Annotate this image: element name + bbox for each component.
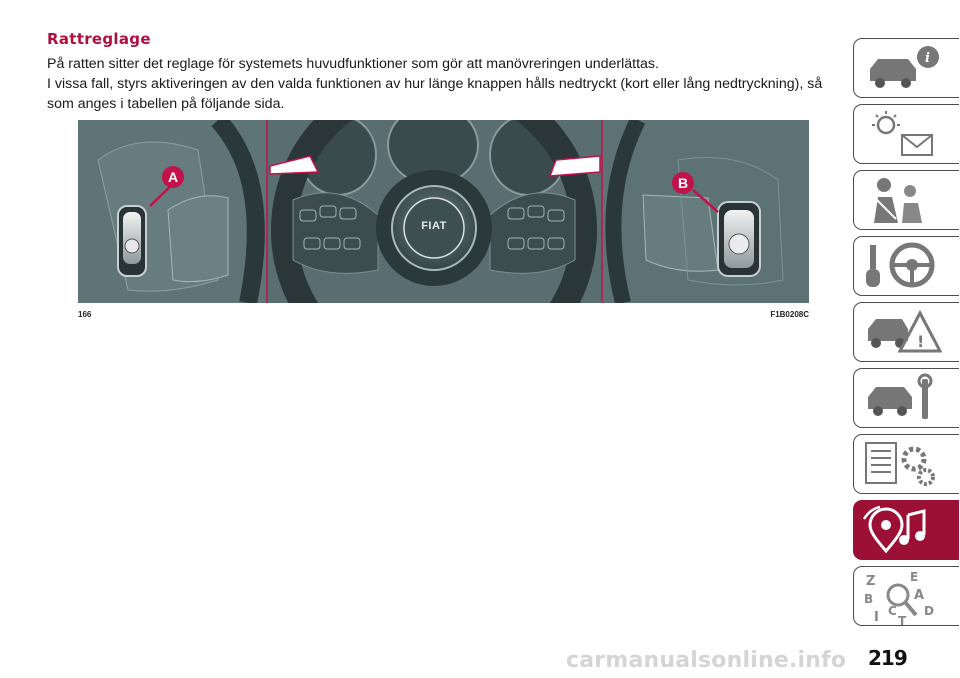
tab-index[interactable] bbox=[853, 566, 959, 626]
left-closeup-panel bbox=[78, 120, 267, 303]
right-closeup-panel bbox=[603, 120, 809, 303]
key-steering-wheel-icon bbox=[862, 241, 942, 291]
section-title: Rattreglage bbox=[47, 30, 151, 48]
technical-data-icon bbox=[862, 439, 942, 489]
svg-text:!: ! bbox=[917, 332, 925, 351]
figure-number: 166 bbox=[78, 310, 92, 319]
callout-a: A bbox=[162, 166, 184, 188]
index-letter: B bbox=[864, 592, 874, 606]
detail-paragraph: I vissa fall, styrs aktiveringen av den valda funktionen av hur länge knappen hålls nedtryckt (kort eller lång nedtryckning), så som anges i tabellen på följande sida. bbox=[47, 76, 823, 112]
index-search-icon bbox=[862, 569, 952, 625]
tab-multimedia[interactable] bbox=[853, 500, 959, 560]
index-letter: A bbox=[914, 588, 925, 603]
svg-text:i: i bbox=[925, 51, 930, 66]
intro-paragraph: På ratten sitter det reglage för systemets huvudfunktioner som gör att manövreringen underlättas. bbox=[47, 56, 659, 72]
car-warning-icon bbox=[862, 307, 942, 357]
car-maintenance-icon bbox=[862, 373, 942, 423]
index-letter: D bbox=[924, 604, 934, 618]
multimedia-icon bbox=[862, 505, 942, 555]
center-wheel-panel bbox=[267, 120, 602, 303]
tab-key-steering-wheel[interactable] bbox=[853, 236, 959, 296]
index-letter: I bbox=[874, 610, 879, 625]
tab-passenger-safety[interactable] bbox=[853, 170, 959, 230]
tab-car-info[interactable] bbox=[853, 38, 959, 98]
index-letter: T bbox=[898, 614, 907, 625]
page-number: 219 bbox=[868, 646, 907, 670]
callout-b: B bbox=[672, 172, 694, 194]
tab-lights-message[interactable] bbox=[853, 104, 959, 164]
steering-wheel-illustration bbox=[78, 120, 809, 303]
tab-car-maintenance[interactable] bbox=[853, 368, 959, 428]
figure-code: F1B0208C bbox=[770, 310, 809, 319]
index-letter: E bbox=[910, 570, 919, 584]
passenger-safety-icon bbox=[862, 175, 942, 225]
tab-car-warning[interactable] bbox=[853, 302, 959, 362]
tab-technical-data[interactable] bbox=[853, 434, 959, 494]
car-info-icon bbox=[862, 43, 942, 93]
watermark: carmanualsonline.info bbox=[566, 648, 847, 673]
fiat-logo: FIAT bbox=[421, 220, 447, 232]
lights-message-icon bbox=[862, 109, 942, 159]
index-letter: Z bbox=[866, 574, 876, 589]
index-letter: C bbox=[888, 604, 897, 618]
steering-wheel-figure bbox=[78, 120, 809, 303]
